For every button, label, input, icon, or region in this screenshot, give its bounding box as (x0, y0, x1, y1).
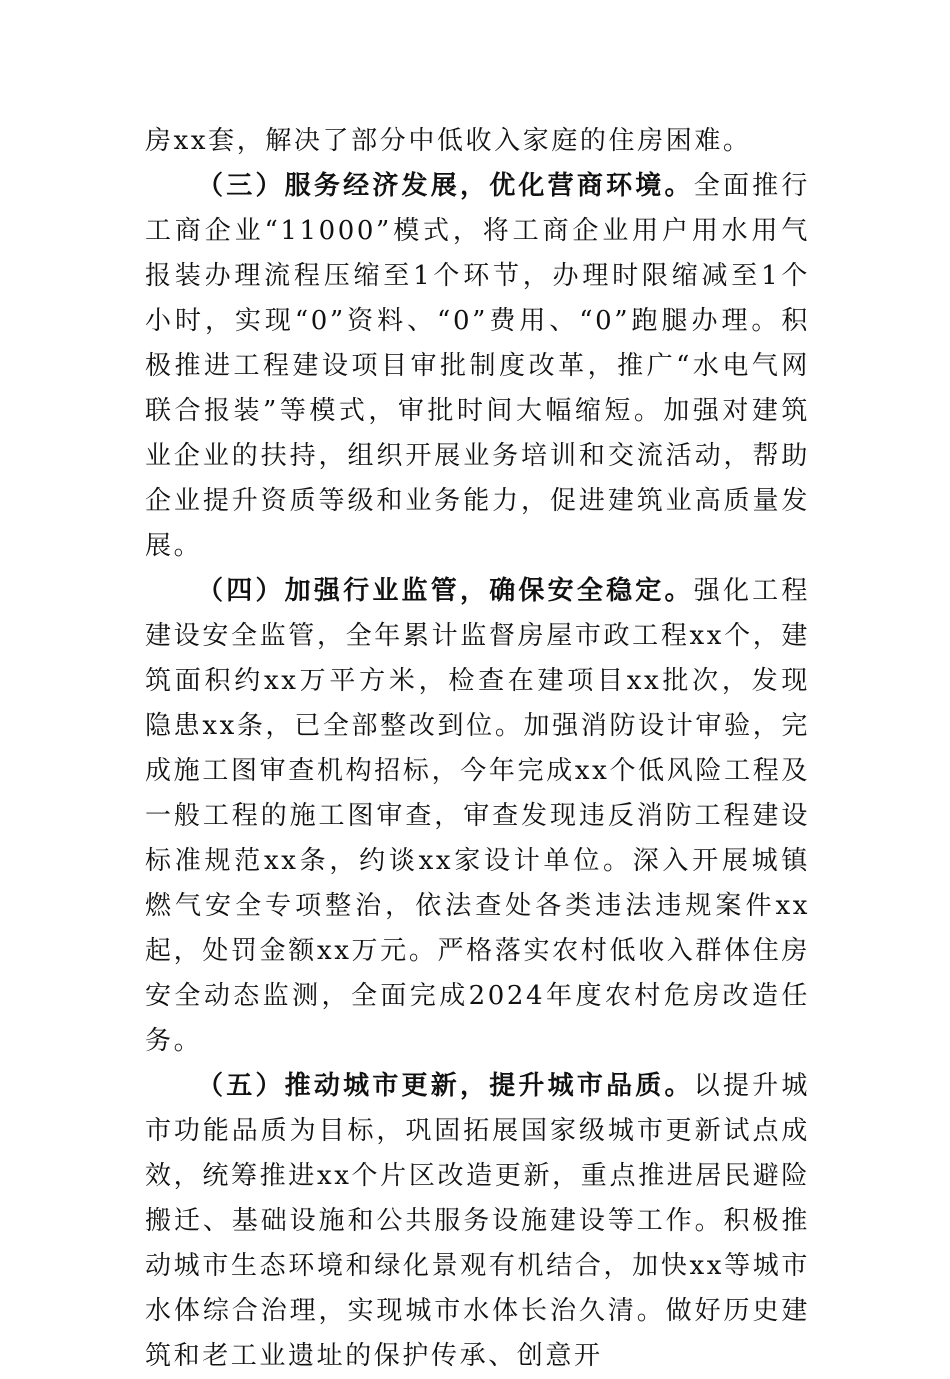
section-heading: （三）服务经济发展，优化营商环境。 (197, 171, 694, 201)
section-heading: （四）加强行业监管，确保安全稳定。 (197, 576, 694, 606)
paragraph-section-3 (145, 164, 810, 569)
document-page (145, 119, 810, 1379)
paragraph-body: 强化工程建设安全监管，全年累计监督房屋市政工程xx个，建筑面积约xx万平方米，检查在建项目xx批次，发现隐患xx条，已全部整改到位。加强消防设计审验，完成施工图审查机构招标，今年完成xx个低风险工程及一般工程的施工图审查，审查发现违反消防工程建设标准规范xx条，约谈xx家设计单位。深入开展城镇燃气安全专项整治，依法查处各类违法违规案件xx起，处罚金额xx万元。严格落实农村低收入群体住房安全动态监测，全面完成2024年度农村危房改造任务。 (145, 576, 810, 1056)
paragraph-section-5 (145, 1064, 810, 1379)
paragraph-body: 房xx套，解决了部分中低收入家庭的住房困难。 (145, 126, 752, 156)
section-heading: （五）推动城市更新，提升城市品质。 (197, 1071, 694, 1101)
paragraph-continuation (145, 119, 810, 164)
paragraph-body: 以提升城市功能品质为目标，巩固拓展国家级城市更新试点成效，统筹推进xx个片区改造更新，重点推进居民避险搬迁、基础设施和公共服务设施建设等工作。积极推动城市生态环境和绿化景观有机结合，加快xx等城市水体综合治理，实现城市水体长治久清。做好历史建筑和老工业遗址的保护传承、创意开 (145, 1071, 810, 1371)
paragraph-section-4 (145, 569, 810, 1064)
paragraph-body: 全面推行工商企业“11000”模式，将工商企业用户用水用气报装办理流程压缩至1个环节，办理时限缩减至1个小时，实现“0”资料、“0”费用、“0”跑腿办理。积极推进工程建设项目审批制度改革，推广“水电气网联合报装”等模式，审批时间大幅缩短。加强对建筑业企业的扶持，组织开展业务培训和交流活动，帮助企业提升资质等级和业务能力，促进建筑业高质量发展。 (145, 171, 810, 561)
